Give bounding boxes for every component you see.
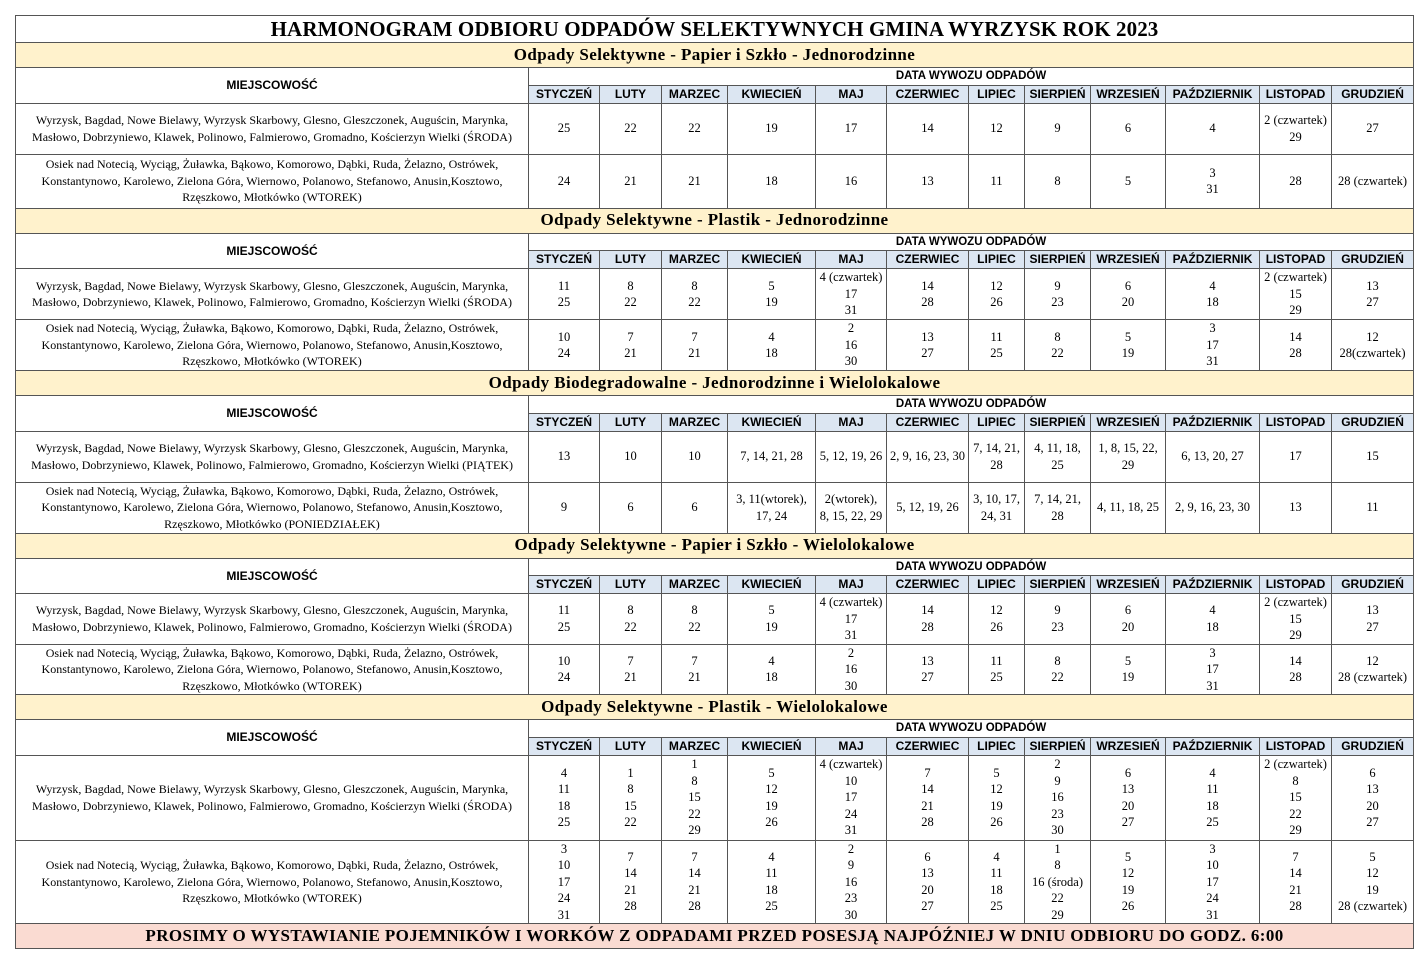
section-title: Odpady Biodegradowalne - Jednorodzinne i Wielolokalowe [16,371,1414,396]
month-header: MARZEC [662,251,728,269]
date-cell: 6 [662,482,728,533]
location-cell: Osiek nad Notecią, Wyciąg, Żuławka, Bąkowo, Komorowo, Dąbki, Ruda, Żelazno, Ostrówek, Konstantynowo, Karolewo, Zielona Góra, Wiernowo, Polanowo, Stefanowo, Anusin,Kosztowo, Rzęszkowo, Młotkówko (WTOREK) [16,320,529,371]
date-cell: 19 [728,103,816,154]
date-cell: 7, 14, 21, 28 [1025,482,1091,533]
date-cell: 11 25 [969,644,1025,695]
month-header: STYCZEŃ [529,413,600,431]
date-cell: 9 23 [1025,269,1091,320]
date-cell: 4 (czwartek) 17 31 [816,269,887,320]
date-cell: 25 [529,103,600,154]
date-cell: 2 9 16 23 30 [1025,755,1091,840]
month-header: MARZEC [662,413,728,431]
date-cell: 6 13 20 27 [887,840,969,924]
date-cell: 14 [887,103,969,154]
date-cell: 5 19 [728,269,816,320]
month-header: KWIECIEŃ [728,737,816,755]
date-cell: 2(wtorek), 8, 15, 22, 29 [816,482,887,533]
date-cell: 4 18 [1166,594,1260,645]
section-title: Odpady Selektywne - Plastik - Wielolokalowe [16,695,1414,720]
date-cell: 7 21 [662,320,728,371]
date-cell: 7 21 [600,320,662,371]
schedule-sheet [15,15,1413,949]
date-cell: 5 19 [1091,644,1166,695]
date-cell: 7, 14, 21, 28 [728,431,816,482]
date-cell: 6 [600,482,662,533]
date-cell: 14 28 [1260,320,1332,371]
location-cell: Wyrzysk, Bagdad, Nowe Bielawy, Wyrzysk Skarbowy, Glesno, Gleszczonek, Auguścin, Marynka, Masłowo, Dobrzyniewo, Klawek, Polinowo, Falmierowo, Gromadno, Kościerzyn Wielki (PIĄTEK) [16,431,529,482]
schedule-table [15,15,1414,949]
month-header: LUTY [600,85,662,103]
date-cell: 6 20 [1091,594,1166,645]
table-row [16,431,1414,482]
header-row [16,233,1414,251]
data-wywozu-header: DATA WYWOZU ODPADÓW [529,558,1414,576]
date-cell: 4 11 18 25 [969,840,1025,924]
date-cell: 3 17 31 [1166,320,1260,371]
month-header: PAŹDZIERNIK [1166,737,1260,755]
month-header: GRUDZIEŃ [1332,85,1414,103]
date-cell: 5 12 19 26 [969,755,1025,840]
month-header: GRUDZIEŃ [1332,737,1414,755]
month-header: WRZESIEŃ [1091,251,1166,269]
date-cell: 11 [969,154,1025,208]
date-cell: 2 16 30 [816,320,887,371]
date-cell: 1, 8, 15, 22, 29 [1091,431,1166,482]
date-cell: 2 9 16 23 30 [816,840,887,924]
section-title-row [16,695,1414,720]
date-cell: 4 11 18 25 [728,840,816,924]
section-title: Odpady Selektywne - Papier i Szkło - Jednorodzinne [16,43,1414,68]
header-row [16,68,1414,86]
date-cell: 2 (czwartek) 29 [1260,103,1332,154]
date-cell: 3 31 [1166,154,1260,208]
date-cell: 15 [1332,431,1414,482]
section-title-row [16,533,1414,558]
date-cell: 14 28 [887,269,969,320]
date-cell: 5, 12, 19, 26 [816,431,887,482]
section-title-row [16,208,1414,233]
month-header: LUTY [600,737,662,755]
miejscowosc-header: MIEJSCOWOŚĆ [16,233,529,269]
date-cell: 10 [600,431,662,482]
month-header: PAŹDZIERNIK [1166,85,1260,103]
date-cell: 11 [1332,482,1414,533]
month-header: LISTOPAD [1260,576,1332,594]
date-cell: 6 20 [1091,269,1166,320]
date-cell: 12 26 [969,594,1025,645]
date-cell: 2, 9, 16, 23, 30 [887,431,969,482]
month-header: LIPIEC [969,576,1025,594]
date-cell: 5 19 [1091,320,1166,371]
data-wywozu-header: DATA WYWOZU ODPADÓW [529,720,1414,738]
date-cell: 6 13 20 27 [1332,755,1414,840]
date-cell: 21 [600,154,662,208]
date-cell: 1 8 15 22 [600,755,662,840]
month-header: LISTOPAD [1260,737,1332,755]
date-cell: 7 14 21 28 [600,840,662,924]
date-cell: 5, 12, 19, 26 [887,482,969,533]
date-cell: 12 28(czwartek) [1332,320,1414,371]
month-header: PAŹDZIERNIK [1166,576,1260,594]
date-cell: 22 [600,103,662,154]
date-cell: 11 25 [529,269,600,320]
date-cell: 2 (czwartek) 8 15 22 29 [1260,755,1332,840]
location-cell: Wyrzysk, Bagdad, Nowe Bielawy, Wyrzysk Skarbowy, Glesno, Gleszczonek, Auguścin, Marynka, Masłowo, Dobrzyniewo, Klawek, Polinowo, Falmierowo, Gromadno, Kościerzyn Wielki (ŚRODA) [16,103,529,154]
month-header: LIPIEC [969,737,1025,755]
date-cell: 8 22 [1025,320,1091,371]
date-cell: 4 18 [728,644,816,695]
month-header: KWIECIEŃ [728,85,816,103]
date-cell: 4 11 18 25 [529,755,600,840]
month-header: MAJ [816,576,887,594]
date-cell: 8 22 [662,594,728,645]
month-header: LUTY [600,413,662,431]
location-cell: Osiek nad Notecią, Wyciąg, Żuławka, Bąkowo, Komorowo, Dąbki, Ruda, Żelazno, Ostrówek, Konstantynowo, Karolewo, Zielona Góra, Wiernowo, Polanowo, Stefanowo, Anusin,Kosztowo, Rzęszkowo, Młotkówko (PONIEDZIAŁEK) [16,482,529,533]
month-header: GRUDZIEŃ [1332,576,1414,594]
month-header: STYCZEŃ [529,737,600,755]
date-cell: 17 [816,103,887,154]
table-row [16,320,1414,371]
date-cell: 2 (czwartek) 15 29 [1260,594,1332,645]
date-cell: 7 14 21 28 [887,755,969,840]
date-cell: 2 16 30 [816,644,887,695]
date-cell: 3 10 17 24 31 [1166,840,1260,924]
date-cell: 10 [662,431,728,482]
date-cell: 6 13 20 27 [1091,755,1166,840]
month-header: MARZEC [662,737,728,755]
month-header: LIPIEC [969,251,1025,269]
date-cell: 14 28 [1260,644,1332,695]
month-header: CZERWIEC [887,85,969,103]
miejscowosc-header: MIEJSCOWOŚĆ [16,396,529,432]
month-header: LISTOPAD [1260,413,1332,431]
data-wywozu-header: DATA WYWOZU ODPADÓW [529,233,1414,251]
date-cell: 5 19 [728,594,816,645]
table-row [16,644,1414,695]
miejscowosc-header: MIEJSCOWOŚĆ [16,558,529,594]
date-cell: 10 24 [529,644,600,695]
date-cell: 24 [529,154,600,208]
title-row [16,16,1414,43]
month-header: CZERWIEC [887,737,969,755]
month-header: LIPIEC [969,413,1025,431]
table-row [16,840,1414,924]
month-header: STYCZEŃ [529,576,600,594]
location-cell: Wyrzysk, Bagdad, Nowe Bielawy, Wyrzysk Skarbowy, Glesno, Gleszczonek, Auguścin, Marynka, Masłowo, Dobrzyniewo, Klawek, Polinowo, Falmierowo, Gromadno, Kościerzyn Wielki (ŚRODA) [16,269,529,320]
date-cell: 11 25 [969,320,1025,371]
month-header: SIERPIEŃ [1025,85,1091,103]
table-row [16,482,1414,533]
date-cell: 10 24 [529,320,600,371]
date-cell: 7 21 [662,644,728,695]
location-cell: Osiek nad Notecią, Wyciąg, Żuławka, Bąkowo, Komorowo, Dąbki, Ruda, Żelazno, Ostrówek, Konstantynowo, Karolewo, Zielona Góra, Wiernowo, Polanowo, Stefanowo, Anusin,Kosztowo, Rzęszkowo, Młotkówko (WTOREK) [16,154,529,208]
date-cell: 4, 11, 18, 25 [1025,431,1091,482]
location-cell: Wyrzysk, Bagdad, Nowe Bielawy, Wyrzysk Skarbowy, Glesno, Gleszczonek, Auguścin, Marynka, Masłowo, Dobrzyniewo, Klawek, Polinowo, Falmierowo, Gromadno, Kościerzyn Wielki (ŚRODA) [16,594,529,645]
month-header: STYCZEŃ [529,251,600,269]
date-cell: 4 [1166,103,1260,154]
month-header: KWIECIEŃ [728,576,816,594]
date-cell: 8 [1025,154,1091,208]
date-cell: 17 [1260,431,1332,482]
table-row [16,154,1414,208]
date-cell: 3 17 31 [1166,644,1260,695]
month-header: SIERPIEŃ [1025,251,1091,269]
date-cell: 4 11 18 25 [1166,755,1260,840]
date-cell: 5 12 19 28 (czwartek) [1332,840,1414,924]
month-header: WRZESIEŃ [1091,737,1166,755]
date-cell: 22 [662,103,728,154]
date-cell: 1 8 16 (środa) 22 29 [1025,840,1091,924]
date-cell: 5 [1091,154,1166,208]
month-header: SIERPIEŃ [1025,737,1091,755]
table-row [16,755,1414,840]
date-cell: 2 (czwartek) 15 29 [1260,269,1332,320]
month-header: STYCZEŃ [529,85,600,103]
date-cell: 12 [969,103,1025,154]
month-header: LUTY [600,576,662,594]
date-cell: 6 [1091,103,1166,154]
table-row [16,103,1414,154]
date-cell: 28 [1260,154,1332,208]
date-cell: 13 27 [1332,269,1414,320]
month-header: KWIECIEŃ [728,251,816,269]
date-cell: 8 22 [662,269,728,320]
footer-notice: PROSIMY O WYSTAWIANIE POJEMNIKÓW I WORKÓW Z ODPADAMI PRZED POSESJĄ NAJPÓŹNIEJ W DNIU ODBIORU DO GODZ. 6:00 [16,924,1414,949]
location-cell: Osiek nad Notecią, Wyciąg, Żuławka, Bąkowo, Komorowo, Dąbki, Ruda, Żelazno, Ostrówek, Konstantynowo, Karolewo, Zielona Góra, Wiernowo, Polanowo, Stefanowo, Anusin,Kosztowo, Rzęszkowo, Młotkówko (WTOREK) [16,840,529,924]
date-cell: 3, 10, 17, 24, 31 [969,482,1025,533]
footer-row [16,924,1414,949]
date-cell: 3 10 17 24 31 [529,840,600,924]
date-cell: 7, 14, 21, 28 [969,431,1025,482]
header-row [16,558,1414,576]
date-cell: 13 [887,154,969,208]
miejscowosc-header: MIEJSCOWOŚĆ [16,720,529,756]
date-cell: 12 28 (czwartek) [1332,644,1414,695]
month-header: GRUDZIEŃ [1332,413,1414,431]
month-header: CZERWIEC [887,576,969,594]
date-cell: 11 25 [529,594,600,645]
date-cell: 12 26 [969,269,1025,320]
date-cell: 7 14 21 28 [1260,840,1332,924]
month-header: MAJ [816,413,887,431]
location-cell: Osiek nad Notecią, Wyciąg, Żuławka, Bąkowo, Komorowo, Dąbki, Ruda, Żelazno, Ostrówek, Konstantynowo, Karolewo, Zielona Góra, Wiernowo, Polanowo, Stefanowo, Anusin,Kosztowo, Rzęszkowo, Młotkówko (WTOREK) [16,644,529,695]
header-row [16,396,1414,414]
date-cell: 13 27 [1332,594,1414,645]
date-cell: 2, 9, 16, 23, 30 [1166,482,1260,533]
section-title: Odpady Selektywne - Papier i Szkło - Wielolokalowe [16,533,1414,558]
date-cell: 16 [816,154,887,208]
section-title: Odpady Selektywne - Plastik - Jednorodzinne [16,208,1414,233]
month-header: MAJ [816,85,887,103]
table-row [16,594,1414,645]
date-cell: 8 22 [600,594,662,645]
date-cell: 9 23 [1025,594,1091,645]
date-cell: 13 27 [887,320,969,371]
date-cell: 28 (czwartek) [1332,154,1414,208]
date-cell: 1 8 15 22 29 [662,755,728,840]
date-cell: 9 [1025,103,1091,154]
date-cell: 13 27 [887,644,969,695]
month-header: LISTOPAD [1260,85,1332,103]
header-row [16,720,1414,738]
month-header: GRUDZIEŃ [1332,251,1414,269]
section-title-row [16,43,1414,68]
month-header: SIERPIEŃ [1025,576,1091,594]
month-header: CZERWIEC [887,413,969,431]
month-header: KWIECIEŃ [728,413,816,431]
month-header: MAJ [816,737,887,755]
month-header: LUTY [600,251,662,269]
month-header: PAŹDZIERNIK [1166,251,1260,269]
date-cell: 8 22 [600,269,662,320]
month-header: LISTOPAD [1260,251,1332,269]
data-wywozu-header: DATA WYWOZU ODPADÓW [529,396,1414,414]
date-cell: 6, 13, 20, 27 [1166,431,1260,482]
month-header: WRZESIEŃ [1091,413,1166,431]
date-cell: 4, 11, 18, 25 [1091,482,1166,533]
date-cell: 7 21 [600,644,662,695]
table-row [16,269,1414,320]
date-cell: 9 [529,482,600,533]
page-title: HARMONOGRAM ODBIORU ODPADÓW SELEKTYWNYCH GMINA WYRZYSK ROK 2023 [16,16,1414,43]
month-header: MARZEC [662,85,728,103]
date-cell: 13 [529,431,600,482]
location-cell: Wyrzysk, Bagdad, Nowe Bielawy, Wyrzysk Skarbowy, Glesno, Gleszczonek, Auguścin, Marynka, Masłowo, Dobrzyniewo, Klawek, Polinowo, Falmierowo, Gromadno, Kościerzyn Wielki (ŚRODA) [16,755,529,840]
date-cell: 4 (czwartek) 10 17 24 31 [816,755,887,840]
section-title-row [16,371,1414,396]
date-cell: 7 14 21 28 [662,840,728,924]
month-header: MARZEC [662,576,728,594]
date-cell: 5 12 19 26 [728,755,816,840]
date-cell: 4 18 [1166,269,1260,320]
date-cell: 4 (czwartek) 17 31 [816,594,887,645]
date-cell: 14 28 [887,594,969,645]
month-header: LIPIEC [969,85,1025,103]
date-cell: 5 12 19 26 [1091,840,1166,924]
date-cell: 13 [1260,482,1332,533]
month-header: WRZESIEŃ [1091,85,1166,103]
month-header: WRZESIEŃ [1091,576,1166,594]
month-header: CZERWIEC [887,251,969,269]
month-header: PAŹDZIERNIK [1166,413,1260,431]
date-cell: 27 [1332,103,1414,154]
data-wywozu-header: DATA WYWOZU ODPADÓW [529,68,1414,86]
date-cell: 3, 11(wtorek), 17, 24 [728,482,816,533]
miejscowosc-header: MIEJSCOWOŚĆ [16,68,529,104]
month-header: SIERPIEŃ [1025,413,1091,431]
date-cell: 21 [662,154,728,208]
date-cell: 8 22 [1025,644,1091,695]
date-cell: 18 [728,154,816,208]
date-cell: 4 18 [728,320,816,371]
month-header: MAJ [816,251,887,269]
